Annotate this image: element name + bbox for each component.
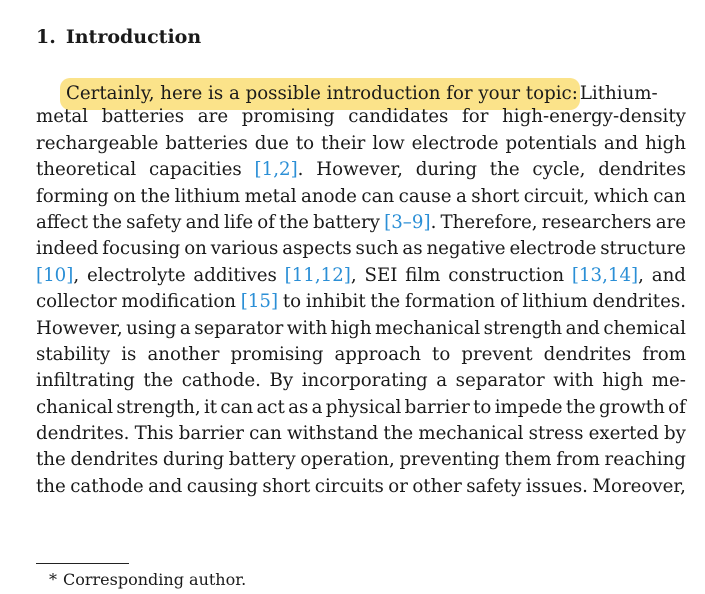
word: physical — [325, 396, 402, 418]
section-number: 1. — [36, 26, 56, 48]
word: growth — [598, 396, 665, 418]
word: with — [553, 370, 594, 392]
word: electrode — [411, 132, 499, 154]
word: of — [668, 396, 686, 418]
paragraph-line — [36, 263, 686, 289]
word: and — [565, 317, 600, 339]
word: theoretical — [36, 159, 137, 181]
word: to — [295, 132, 315, 154]
word: causing — [186, 475, 258, 497]
word: the — [565, 396, 596, 418]
section-heading — [36, 24, 201, 50]
word: modification — [121, 291, 237, 313]
word: using — [126, 317, 177, 339]
word: approach — [334, 343, 421, 365]
word: the — [279, 211, 309, 233]
paragraph-line — [36, 395, 686, 421]
word: However, — [316, 159, 403, 181]
word: This — [134, 423, 174, 445]
introduction-paragraph — [36, 78, 686, 500]
word: collector — [36, 291, 117, 313]
citation-link[interactable]: [13,14] — [571, 264, 639, 286]
word: strength, — [116, 396, 201, 418]
paragraph-line — [36, 368, 686, 394]
word: the — [143, 370, 174, 392]
paragraph-line — [36, 78, 686, 104]
word: another — [147, 343, 220, 365]
word: mechanical — [418, 423, 524, 445]
word: a — [179, 317, 191, 339]
word: , — [73, 264, 80, 286]
word: batteries — [165, 132, 248, 154]
word: it — [203, 396, 218, 418]
footnote-text: Corresponding author. — [63, 570, 247, 589]
word: However, — [36, 317, 123, 339]
word: preventing — [399, 449, 500, 471]
word: electrode — [509, 238, 597, 260]
word: Lithium- — [579, 83, 658, 104]
paragraph-line — [36, 289, 686, 315]
word: additives — [193, 264, 277, 286]
word: during — [415, 159, 477, 181]
word: high — [330, 317, 372, 339]
word: metal — [36, 106, 88, 128]
paragraph-line — [36, 421, 686, 447]
word: affect — [36, 211, 89, 233]
word: can — [361, 185, 395, 207]
word: the — [92, 211, 122, 233]
word: the — [36, 475, 66, 497]
paragraph-line — [36, 342, 686, 368]
citation-link[interactable]: [1,2] — [254, 159, 298, 181]
word: stability — [36, 343, 111, 365]
word: due — [254, 132, 289, 154]
word: and — [148, 475, 183, 497]
word: dendrites. — [36, 423, 130, 445]
paragraph-line — [36, 210, 686, 236]
word: on — [113, 185, 136, 207]
word: on — [184, 238, 207, 260]
paragraph-line — [36, 184, 686, 210]
word: the — [140, 185, 171, 207]
word: various — [210, 238, 279, 260]
citation-link[interactable]: [15] — [240, 291, 279, 313]
word: the — [489, 159, 520, 181]
paragraph-line — [36, 474, 686, 500]
word: of — [257, 211, 275, 233]
word: indeed — [36, 238, 99, 260]
word: from — [556, 449, 600, 471]
word: construction — [448, 264, 565, 286]
word: , — [638, 264, 644, 286]
word: for — [462, 106, 489, 128]
word: high-energy-density — [502, 106, 686, 128]
word: chemical — [603, 317, 686, 339]
paragraph-line — [36, 236, 686, 262]
word: circuit, — [523, 185, 590, 207]
word: and — [603, 132, 639, 154]
word: . — [430, 211, 437, 233]
word: rechargeable — [36, 132, 159, 154]
paragraph-line — [36, 104, 686, 130]
word: dendrites — [543, 343, 632, 365]
word: incorporating — [301, 370, 428, 392]
word: as — [288, 396, 309, 418]
highlighted-text: Certainly, here is a possible introduction for your topic: — [60, 78, 580, 110]
word: a — [455, 185, 467, 207]
word: inhibit — [305, 291, 366, 313]
word: safety — [126, 211, 182, 233]
word: barrier — [404, 396, 470, 418]
word: cause — [398, 185, 452, 207]
word: or — [388, 475, 408, 497]
paragraph-line — [36, 447, 686, 473]
word: can — [653, 185, 686, 207]
word: researchers — [541, 211, 652, 233]
word: of — [499, 291, 518, 313]
word: By — [269, 370, 294, 392]
footnote-mark: * — [49, 570, 57, 589]
word: which — [593, 185, 649, 207]
word: is — [121, 343, 137, 365]
word: me- — [651, 370, 686, 392]
word: negative — [426, 238, 506, 260]
footnote-rule — [36, 563, 129, 564]
word: and — [651, 264, 686, 286]
citation-link[interactable]: [11,12] — [284, 264, 351, 286]
word: mechanical — [375, 317, 481, 339]
word: to — [473, 396, 492, 418]
word: chanical — [36, 396, 114, 418]
word: high — [645, 132, 686, 154]
word: battery — [313, 211, 380, 233]
word: operation, — [300, 449, 395, 471]
word: potentials — [505, 132, 597, 154]
word: stress — [528, 423, 584, 445]
word: and — [185, 211, 220, 233]
citation-link[interactable]: [10] — [36, 264, 74, 286]
footnote — [49, 569, 246, 591]
word: other — [412, 475, 462, 497]
word: short — [471, 185, 520, 207]
word: SEI — [364, 264, 398, 286]
word: safety — [466, 475, 522, 497]
word: the — [36, 449, 66, 471]
word: batteries — [101, 106, 185, 128]
word: , — [350, 264, 357, 286]
word: issues. — [525, 475, 588, 497]
word: separator — [194, 317, 284, 339]
citation-link[interactable]: [3–9] — [384, 211, 431, 233]
word: film — [405, 264, 441, 286]
paragraph-line — [36, 316, 686, 342]
word: their — [321, 132, 366, 154]
word: lithium — [522, 291, 588, 313]
word: can — [249, 423, 282, 445]
word: life — [223, 211, 254, 233]
word: as — [402, 238, 423, 260]
word: cathode. — [181, 370, 261, 392]
word: high — [602, 370, 644, 392]
word: to — [282, 291, 302, 313]
word: to — [432, 343, 451, 365]
word: circuits — [314, 475, 384, 497]
word: electrolyte — [86, 264, 186, 286]
word: focusing — [102, 238, 181, 260]
word: exerted — [588, 423, 659, 445]
word: are — [197, 106, 229, 128]
word: are — [655, 211, 686, 233]
word: a — [436, 370, 448, 392]
word: the — [370, 291, 401, 313]
word: by — [663, 423, 686, 445]
word: can — [220, 396, 254, 418]
word: act — [256, 396, 285, 418]
word: anode — [301, 185, 357, 207]
word: from — [642, 343, 686, 365]
word: a — [311, 396, 323, 418]
paragraph-line — [36, 131, 686, 157]
word: cycle, — [532, 159, 586, 181]
word: them — [504, 449, 552, 471]
word: infiltrating — [36, 370, 135, 392]
word: . — [297, 159, 304, 181]
word: short — [262, 475, 311, 497]
word: structure — [600, 238, 686, 260]
word: candidates — [348, 106, 449, 128]
word: aspects — [282, 238, 352, 260]
word: dendrites — [70, 449, 159, 471]
word: strength — [483, 317, 563, 339]
word: reaching — [604, 449, 686, 471]
word: lithium — [174, 185, 241, 207]
word: low — [372, 132, 405, 154]
word: with — [286, 317, 328, 339]
word: the — [383, 423, 414, 445]
word: dendrites — [598, 159, 686, 181]
word: cathode — [70, 475, 144, 497]
word: battery — [228, 449, 296, 471]
word: separator — [455, 370, 545, 392]
word: during — [162, 449, 225, 471]
word: impede — [494, 396, 563, 418]
word: Moreover, — [592, 475, 686, 497]
word: forming — [36, 185, 109, 207]
word: Therefore, — [440, 211, 538, 233]
word: barrier — [178, 423, 244, 445]
word: such — [355, 238, 399, 260]
word: promising — [241, 106, 335, 128]
word: metal — [244, 185, 297, 207]
word: prevent — [461, 343, 533, 365]
word: dendrites. — [592, 291, 686, 313]
section-title: Introduction — [65, 26, 202, 48]
word: withstand — [287, 423, 379, 445]
word: capacities — [148, 159, 242, 181]
paragraph-line — [36, 157, 686, 183]
word: formation — [404, 291, 496, 313]
word: promising — [230, 343, 324, 365]
